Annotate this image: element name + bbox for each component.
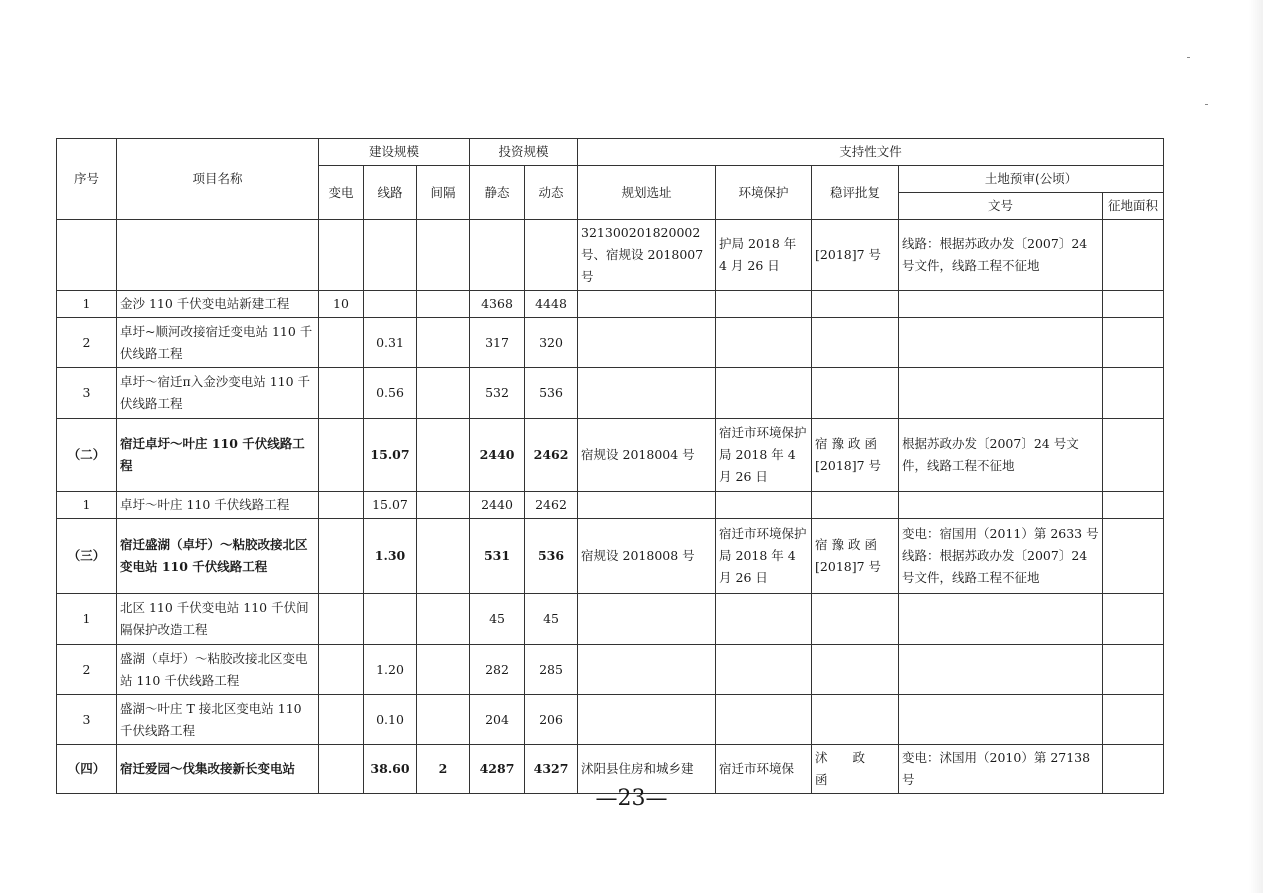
scan-speck bbox=[1205, 104, 1208, 105]
cell-stability: 宿 豫 政 函 [2018]7 号 bbox=[812, 519, 899, 594]
header-land-area: 征地面积 bbox=[1103, 193, 1164, 220]
cell-land-doc: 线路：根据苏政办发〔2007〕24 号文件，线路工程不征地 bbox=[899, 220, 1103, 291]
cell-bay bbox=[417, 220, 470, 291]
cell-dynamic: 320 bbox=[525, 318, 578, 368]
cell-stability bbox=[812, 291, 899, 318]
cell-substation bbox=[319, 594, 364, 645]
cell-bay bbox=[417, 594, 470, 645]
header-build-scale: 建设规模 bbox=[319, 139, 470, 166]
cell-dynamic: 285 bbox=[525, 645, 578, 695]
cell-seq: 1 bbox=[57, 594, 117, 645]
cell-land-doc bbox=[899, 695, 1103, 745]
cell-bay: 2 bbox=[417, 745, 470, 794]
cell-substation bbox=[319, 318, 364, 368]
cell-static: 317 bbox=[470, 318, 525, 368]
cell-stability bbox=[812, 645, 899, 695]
cell-env: 宿迁市环境保 bbox=[716, 745, 812, 794]
cell-seq: 3 bbox=[57, 695, 117, 745]
cell-land-doc bbox=[899, 368, 1103, 419]
cell-substation bbox=[319, 645, 364, 695]
cell-land-area bbox=[1103, 519, 1164, 594]
cell-stability: 宿 豫 政 函 [2018]7 号 bbox=[812, 419, 899, 492]
cell-line: 1.30 bbox=[364, 519, 417, 594]
cell-static: 4368 bbox=[470, 291, 525, 318]
cell-seq: （三） bbox=[57, 519, 117, 594]
cell-land-area bbox=[1103, 695, 1164, 745]
cell-stability bbox=[812, 594, 899, 645]
cell-env: 宿迁市环境保护局 2018 年 4 月 26 日 bbox=[716, 419, 812, 492]
cell-dynamic: 4327 bbox=[525, 745, 578, 794]
cell-line bbox=[364, 594, 417, 645]
cell-line bbox=[364, 291, 417, 318]
cell-static: 45 bbox=[470, 594, 525, 645]
cell-substation: 10 bbox=[319, 291, 364, 318]
cell-seq bbox=[57, 220, 117, 291]
header-invest-scale: 投资规模 bbox=[470, 139, 578, 166]
cell-stability bbox=[812, 318, 899, 368]
cell-land-area bbox=[1103, 318, 1164, 368]
cell-name: 卓圩～叶庄 110 千伏线路工程 bbox=[117, 492, 319, 519]
header-line: 线路 bbox=[364, 166, 417, 220]
cell-static: 532 bbox=[470, 368, 525, 419]
cell-name: 卓圩~顺河改接宿迁变电站 110 千伏线路工程 bbox=[117, 318, 319, 368]
cell-substation bbox=[319, 519, 364, 594]
table-row bbox=[57, 318, 1164, 368]
header-substation: 变电 bbox=[319, 166, 364, 220]
cell-substation bbox=[319, 695, 364, 745]
cell-name: 卓圩～宿迁π入金沙变电站 110 千伏线路工程 bbox=[117, 368, 319, 419]
page-edge bbox=[1249, 0, 1263, 893]
cell-land-doc bbox=[899, 594, 1103, 645]
cell-land-doc bbox=[899, 291, 1103, 318]
cell-name: 北区 110 千伏变电站 110 千伏间隔保护改造工程 bbox=[117, 594, 319, 645]
cell-static: 531 bbox=[470, 519, 525, 594]
cell-seq: 2 bbox=[57, 645, 117, 695]
cell-name: 盛湖（卓圩）～粘胶改接北区变电站 110 千伏线路工程 bbox=[117, 645, 319, 695]
table-row bbox=[57, 220, 1164, 291]
cell-static: 4287 bbox=[470, 745, 525, 794]
cell-env bbox=[716, 695, 812, 745]
cell-substation bbox=[319, 220, 364, 291]
cell-name: 宿迁卓圩～叶庄 110 千伏线路工程 bbox=[117, 419, 319, 492]
cell-stability bbox=[812, 368, 899, 419]
header-stability: 稳评批复 bbox=[812, 166, 899, 220]
cell-land-doc bbox=[899, 492, 1103, 519]
project-table bbox=[56, 138, 1164, 794]
cell-env bbox=[716, 492, 812, 519]
header-support-docs: 支持性文件 bbox=[578, 139, 1164, 166]
cell-seq: 1 bbox=[57, 492, 117, 519]
cell-dynamic bbox=[525, 220, 578, 291]
cell-stability bbox=[812, 695, 899, 745]
header-doc-no: 文号 bbox=[899, 193, 1103, 220]
cell-substation bbox=[319, 419, 364, 492]
cell-planning: 321300201820002 号、宿规设 2018007 号 bbox=[578, 220, 716, 291]
cell-dynamic: 206 bbox=[525, 695, 578, 745]
cell-bay bbox=[417, 368, 470, 419]
cell-line: 38.60 bbox=[364, 745, 417, 794]
cell-land-area bbox=[1103, 368, 1164, 419]
cell-land-area bbox=[1103, 220, 1164, 291]
cell-seq: 2 bbox=[57, 318, 117, 368]
cell-land-doc: 变电：宿国用（2011）第 2633 号 线路：根据苏政办发〔2007〕24 号文件，线路工程不征地 bbox=[899, 519, 1103, 594]
header-name: 项目名称 bbox=[117, 139, 319, 220]
cell-env bbox=[716, 594, 812, 645]
cell-seq: （二） bbox=[57, 419, 117, 492]
cell-bay bbox=[417, 492, 470, 519]
cell-env bbox=[716, 291, 812, 318]
cell-planning bbox=[578, 645, 716, 695]
cell-env bbox=[716, 645, 812, 695]
cell-bay bbox=[417, 291, 470, 318]
cell-bay bbox=[417, 645, 470, 695]
header-planning: 规划选址 bbox=[578, 166, 716, 220]
cell-planning bbox=[578, 594, 716, 645]
cell-static: 2440 bbox=[470, 492, 525, 519]
cell-env bbox=[716, 318, 812, 368]
cell-substation bbox=[319, 492, 364, 519]
cell-planning: 宿规设 2018004 号 bbox=[578, 419, 716, 492]
table-row bbox=[57, 419, 1164, 492]
cell-static bbox=[470, 220, 525, 291]
cell-substation bbox=[319, 368, 364, 419]
cell-planning bbox=[578, 368, 716, 419]
cell-bay bbox=[417, 519, 470, 594]
cell-dynamic: 2462 bbox=[525, 492, 578, 519]
cell-line: 15.07 bbox=[364, 492, 417, 519]
cell-seq: 3 bbox=[57, 368, 117, 419]
cell-bay bbox=[417, 318, 470, 368]
cell-dynamic: 45 bbox=[525, 594, 578, 645]
cell-line: 15.07 bbox=[364, 419, 417, 492]
cell-land-area bbox=[1103, 419, 1164, 492]
cell-line: 0.56 bbox=[364, 368, 417, 419]
cell-dynamic: 536 bbox=[525, 519, 578, 594]
cell-stability bbox=[812, 492, 899, 519]
cell-name: 金沙 110 千伏变电站新建工程 bbox=[117, 291, 319, 318]
cell-land-doc: 根据苏政办发〔2007〕24 号文件，线路工程不征地 bbox=[899, 419, 1103, 492]
cell-env: 宿迁市环境保护局 2018 年 4 月 26 日 bbox=[716, 519, 812, 594]
cell-static: 204 bbox=[470, 695, 525, 745]
cell-dynamic: 4448 bbox=[525, 291, 578, 318]
cell-name: 盛湖～叶庄 T 接北区变电站 110 千伏线路工程 bbox=[117, 695, 319, 745]
cell-land-area bbox=[1103, 645, 1164, 695]
cell-line bbox=[364, 220, 417, 291]
cell-seq: 1 bbox=[57, 291, 117, 318]
cell-land-area bbox=[1103, 594, 1164, 645]
table-row bbox=[57, 594, 1164, 645]
cell-name: 宿迁盛湖（卓圩）～粘胶改接北区变电站 110 千伏线路工程 bbox=[117, 519, 319, 594]
cell-env bbox=[716, 368, 812, 419]
cell-bay bbox=[417, 419, 470, 492]
cell-line: 0.31 bbox=[364, 318, 417, 368]
header-bay: 间隔 bbox=[417, 166, 470, 220]
cell-land-doc bbox=[899, 318, 1103, 368]
scan-speck bbox=[1187, 57, 1190, 58]
cell-seq: （四） bbox=[57, 745, 117, 794]
cell-planning bbox=[578, 291, 716, 318]
cell-name bbox=[117, 220, 319, 291]
page-number: —23— bbox=[595, 786, 668, 811]
table-row bbox=[57, 645, 1164, 695]
header-dynamic: 动态 bbox=[525, 166, 578, 220]
cell-planning: 宿规设 2018008 号 bbox=[578, 519, 716, 594]
header-seq: 序号 bbox=[57, 139, 117, 220]
table-row bbox=[57, 368, 1164, 419]
cell-bay bbox=[417, 695, 470, 745]
cell-dynamic: 536 bbox=[525, 368, 578, 419]
cell-static: 2440 bbox=[470, 419, 525, 492]
cell-static: 282 bbox=[470, 645, 525, 695]
cell-land-area bbox=[1103, 291, 1164, 318]
cell-stability: 沭 政 函 bbox=[812, 745, 899, 794]
cell-name: 宿迁爱园～伐集改接新长变电站 bbox=[117, 745, 319, 794]
cell-stability: [2018]7 号 bbox=[812, 220, 899, 291]
table-row bbox=[57, 695, 1164, 745]
header-land: 土地预审(公顷） bbox=[899, 166, 1164, 193]
cell-planning: 沭阳县住房和城乡建 bbox=[578, 745, 716, 794]
table-row bbox=[57, 492, 1164, 519]
cell-land-doc: 变电：沭国用（2010）第 27138 号 bbox=[899, 745, 1103, 794]
cell-planning bbox=[578, 318, 716, 368]
table-row bbox=[57, 519, 1164, 594]
cell-dynamic: 2462 bbox=[525, 419, 578, 492]
cell-line: 1.20 bbox=[364, 645, 417, 695]
cell-planning bbox=[578, 695, 716, 745]
table-row bbox=[57, 291, 1164, 318]
cell-line: 0.10 bbox=[364, 695, 417, 745]
cell-land-doc bbox=[899, 645, 1103, 695]
cell-planning bbox=[578, 492, 716, 519]
cell-land-area bbox=[1103, 492, 1164, 519]
header-static: 静态 bbox=[470, 166, 525, 220]
cell-env: 护局 2018 年 4 月 26 日 bbox=[716, 220, 812, 291]
header-env: 环境保护 bbox=[716, 166, 812, 220]
